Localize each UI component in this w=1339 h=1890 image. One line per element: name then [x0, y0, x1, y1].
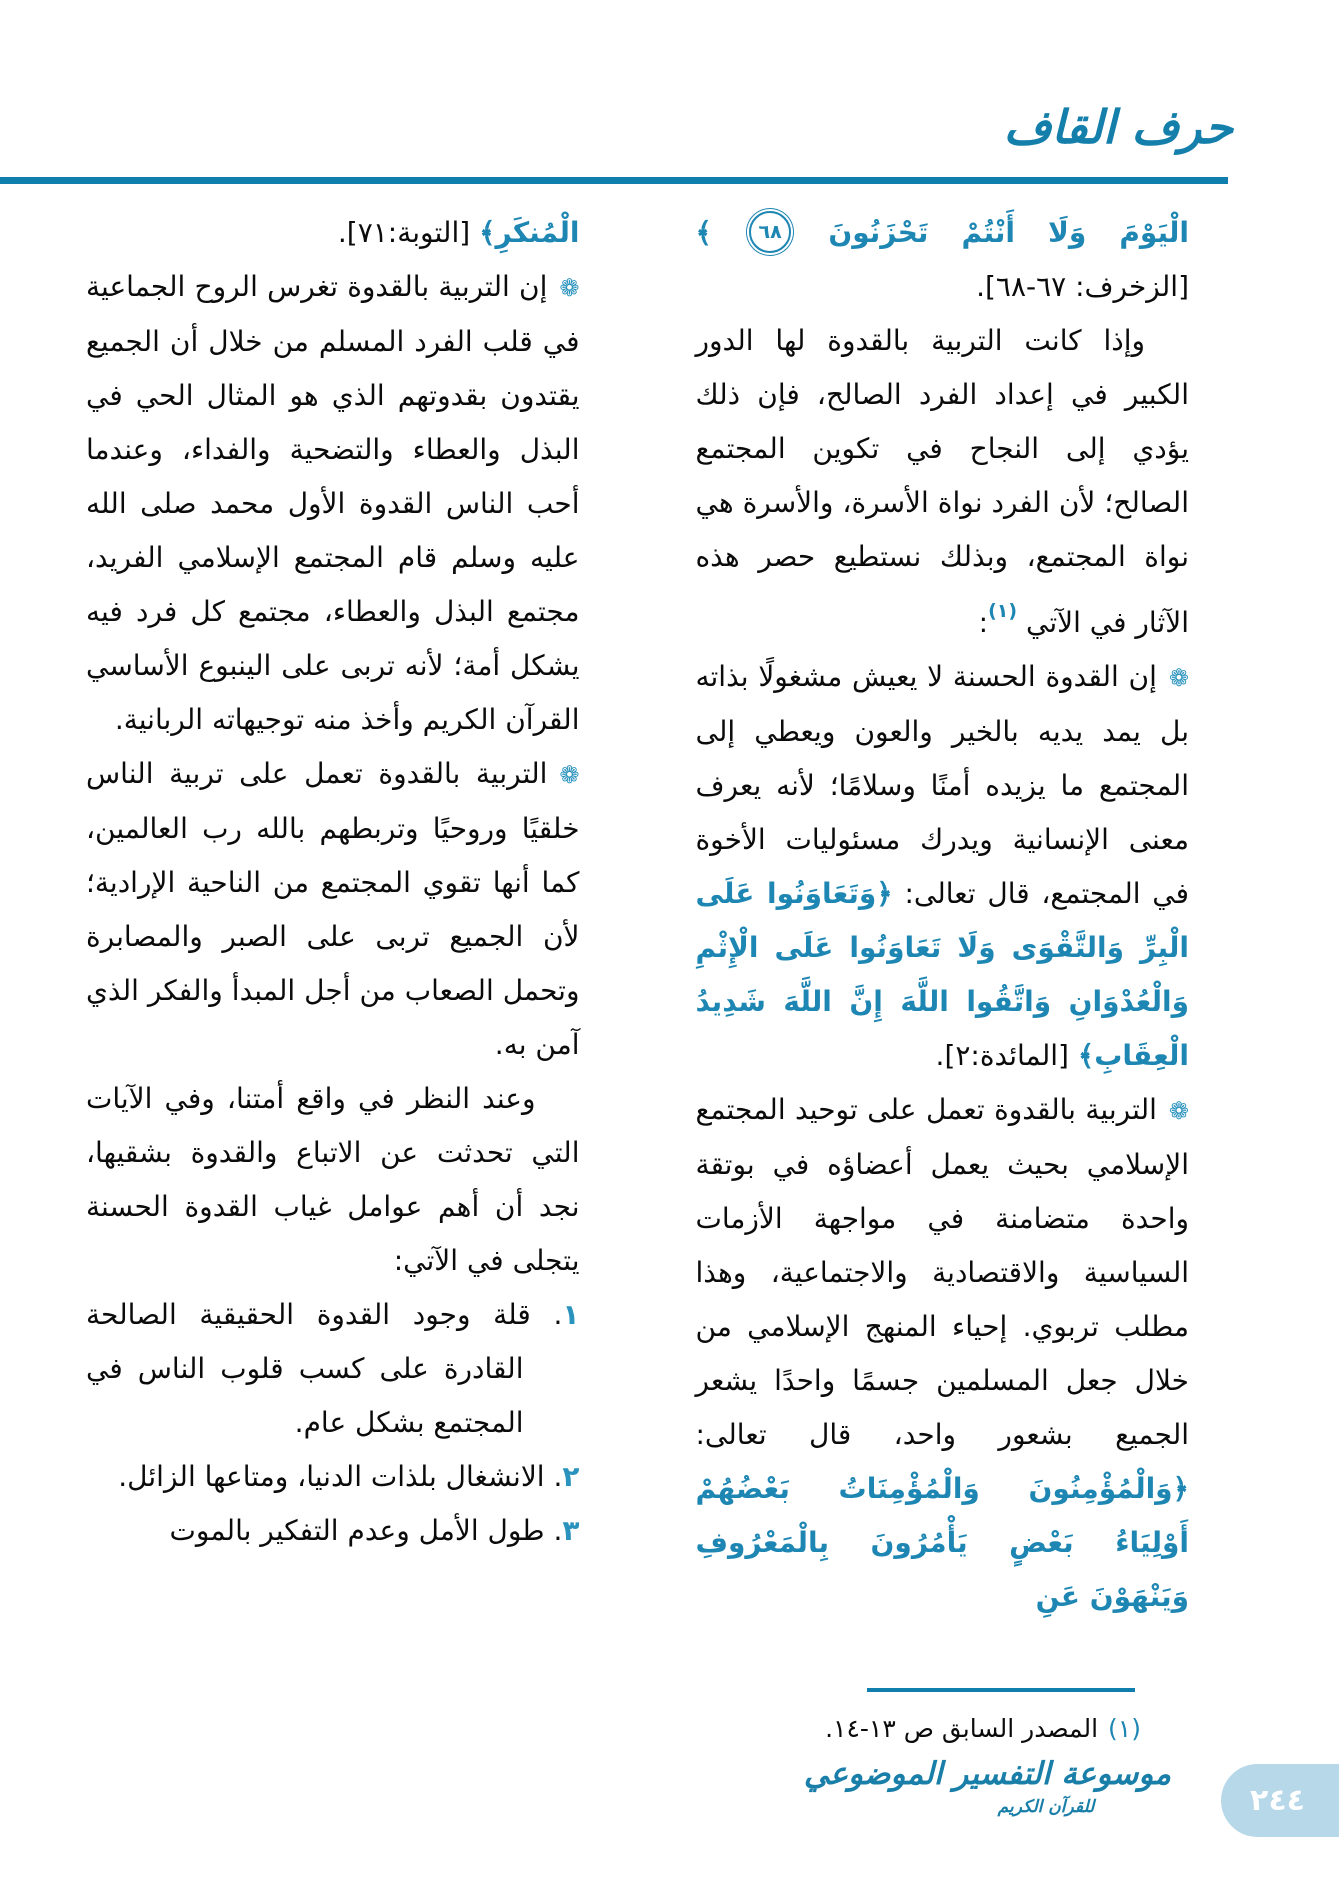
item-number: ٢: [562, 1460, 580, 1493]
item-number: ١: [562, 1298, 580, 1331]
quran-closing-bracket: ﴾: [695, 216, 712, 249]
numbered-item: [86, 1288, 580, 1450]
page-title: حرف القاف: [1003, 100, 1233, 154]
item-text: طول الأمل وعدم التفكير بالموت: [169, 1514, 545, 1547]
bullet-paragraph: [696, 1083, 1190, 1624]
item-number: ٣: [562, 1514, 580, 1547]
item-number-dot: .: [553, 1460, 563, 1493]
quran-verse-continuation: [696, 206, 1190, 314]
page-number-badge: [1221, 1764, 1339, 1837]
verse-reference: [المائدة:٢].: [935, 1039, 1078, 1072]
quran-text: ﴿وَتَعَاوَنُوا عَلَى الْبِرِّ وَالتَّقْوَى وَلَا تَعَاوَنُوا عَلَى الْإِثْمِ وَالْعُدْوَانِ وَاتَّقُوا اللَّهَ إِنَّ اللَّهَ شَدِيدُ الْعِقَابِ﴾: [695, 877, 1189, 1072]
quran-verse-continuation: [86, 206, 580, 260]
header-divider: [0, 177, 1228, 184]
footnote-text: المصدر السابق ص ١٣-١٤.: [825, 1714, 1099, 1743]
bullet-paragraph: [86, 260, 580, 747]
bullet-text: إن التربية بالقدوة تغرس الروح الجماعية في قلب الفرد المسلم من خلال أن الجميع يقتدون بقدوتهم الذي هو المثال الحي في البذل والعطاء والتضحية والفداء، وعندما أحب الناس القدوة الأول محمد صلى الله عليه وسلم قام المجتمع الإسلامي الفريد، مجتمع البذل والعطاء، مجتمع كل فرد فيه يشكل أمة؛ لأنه تربى على الينبوع الأساسي القرآن الكريم وأخذ منه توجيهاته الربانية.: [86, 270, 580, 736]
quran-text: الْمُنكَرِ﴾: [479, 216, 580, 249]
numbered-item: [86, 1450, 580, 1504]
intro-text: وإذا كانت التربية بالقدوة لها الدور الكبير في إعداد الفرد الصالح، فإن ذلك يؤدي إلى النجاح في تكوين المجتمع الصالح؛ لأن الفرد نواة الأسرة، والأسرة هي نواة المجتمع، وبذلك نستطيع حصر هذه الآثار في الآتي: [695, 324, 1189, 639]
item-text: الانشغال بلذات الدنيا، ومتاعها الزائل.: [118, 1460, 545, 1493]
item-number-dot: .: [553, 1514, 563, 1547]
publisher-logo-title: موسوعة التفسير الموضوعي: [803, 1756, 1171, 1792]
quran-text: ﴿وَالْمُؤْمِنُونَ وَالْمُؤْمِنَاتُ بَعْضُهُمْ أَوْلِيَاءُ بَعْضٍ يَأْمُرُونَ بِالْمَعْرُوفِ وَيَنْهَوْنَ عَنِ: [695, 1472, 1189, 1613]
footnote-divider: [867, 1688, 1135, 1692]
publisher-logo: [803, 1752, 1171, 1818]
numbered-item: [86, 1504, 580, 1558]
bullet-text: التربية بالقدوة تعمل على توحيد المجتمع الإسلامي بحيث يعمل أعضاؤه في بوتقة واحدة متضامنة في مواجهة الأزمات السياسية والاقتصادية والاجتماعية، وهذا مطلب تربوي. إحياء المنهج الإسلامي من خلال جعل المسلمين جسمًا واحدًا يشعر الجميع بشعور واحد، قال تعالى:: [695, 1093, 1189, 1451]
bullet-paragraph: [696, 650, 1190, 1083]
bullet-text: إن القدوة الحسنة لا يعيش مشغولًا بذاته بل يمد يديه بالخير والعون ويعطي إلى المجتمع ما يزيده أمنًا وسلامًا؛ لأنه يعرف معنى الإنسانية ويدرك مسئوليات الأخوة في المجتمع، قال تعالى:: [695, 660, 1189, 910]
rosette-bullet-icon: ❁: [559, 761, 580, 789]
ayah-number: ٦٨: [758, 220, 782, 243]
footnote-reference-superscript: (١): [988, 600, 1018, 622]
column-right: [696, 206, 1190, 1624]
verse-reference: [الزخرف: ٦٧-٦٨].: [976, 270, 1189, 303]
page-number: ٢٤٤: [1250, 1783, 1305, 1818]
verse-reference: [التوبة:٧١].: [337, 216, 480, 249]
ayah-number-medallion-icon: [749, 211, 791, 253]
item-text: قلة وجود القدوة الحقيقية الصالحة القادرة على كسب قلوب الناس في المجتمع بشكل عام.: [86, 1298, 531, 1439]
item-number-dot: .: [553, 1298, 563, 1331]
quran-text: الْيَوْمَ وَلَا أَنْتُمْ تَحْزَنُونَ: [828, 216, 1189, 249]
body-paragraph: وعند النظر في واقع أمتنا، وفي الآيات التي تحدثت عن الاتباع والقدوة بشقيها، نجد أن أهم عوامل غياب القدوة الحسنة يتجلى في الآتي:: [86, 1082, 580, 1277]
page-content: [86, 206, 1189, 1624]
intro-paragraph: [696, 314, 1190, 650]
rosette-bullet-icon: ❁: [559, 274, 580, 302]
footnote-marker: (١): [1108, 1714, 1141, 1743]
intro-colon: :: [978, 606, 989, 639]
rosette-bullet-icon: ❁: [1168, 664, 1189, 692]
rosette-bullet-icon: ❁: [1168, 1097, 1189, 1125]
column-left: [86, 206, 580, 1624]
footnote: [541, 1704, 1141, 1754]
bullet-text: التربية بالقدوة تعمل على تربية الناس خلقيًا وروحيًا وتربطهم بالله رب العالمين، كما أنها تقوي المجتمع من الناحية الإرادية؛ لأن الجميع تربى على الصبر والمصابرة وتحمل الصعاب من أجل المبدأ والفكر الذي آمن به.: [86, 757, 580, 1061]
bullet-paragraph: [86, 747, 580, 1072]
publisher-logo-subtitle: للقرآن الكريم: [997, 1797, 1095, 1817]
